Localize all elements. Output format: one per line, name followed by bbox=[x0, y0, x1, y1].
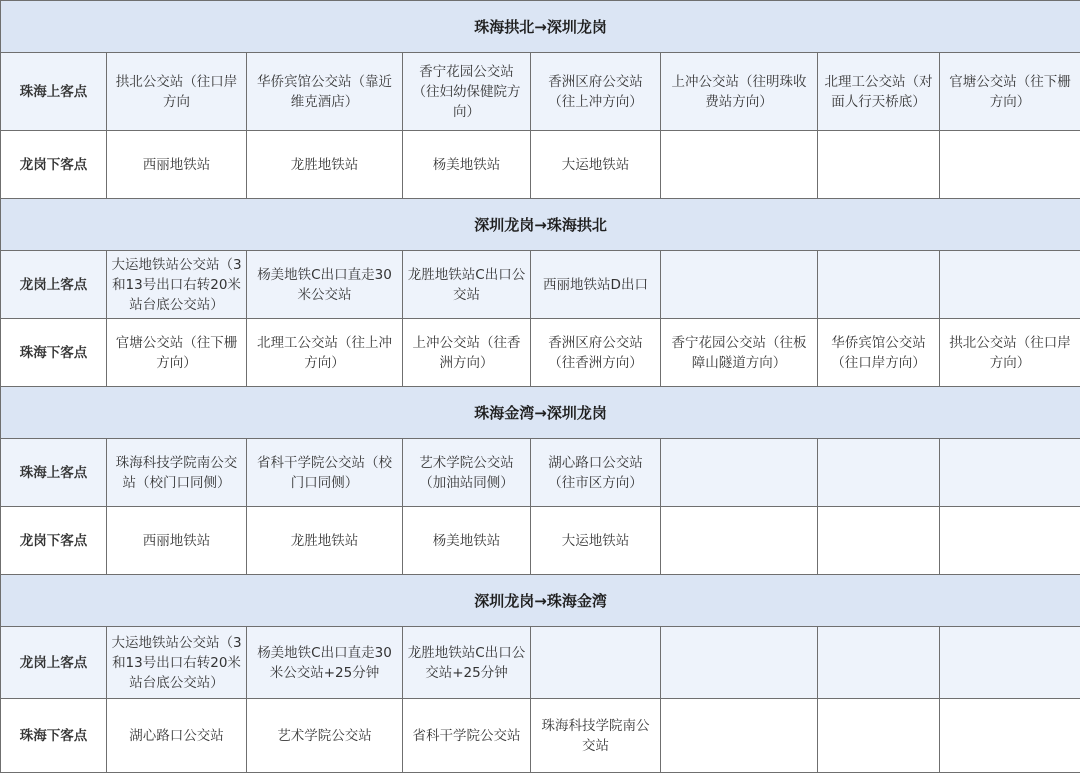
table-row bbox=[1, 251, 1080, 319]
section-title: 深圳龙岗→珠海金湾 bbox=[1, 575, 1080, 627]
table-cell bbox=[661, 699, 818, 773]
section-header-row bbox=[1, 199, 1080, 251]
table-cell: 艺术学院公交站 bbox=[247, 699, 403, 773]
table-cell: 西丽地铁站D出口 bbox=[531, 251, 661, 319]
table-row bbox=[1, 439, 1080, 507]
row-label: 珠海下客点 bbox=[1, 699, 107, 773]
table-cell: 大运地铁站公交站（3 和13号出口右转20米站台底公交站） bbox=[107, 251, 247, 319]
table-cell: 拱北公交站（往口岸方向） bbox=[940, 319, 1080, 387]
table-cell bbox=[661, 131, 818, 199]
row-label: 龙岗上客点 bbox=[1, 627, 107, 699]
table-cell: 华侨宾馆公交站（靠近维克酒店） bbox=[247, 53, 403, 131]
row-label: 龙岗下客点 bbox=[1, 507, 107, 575]
table-cell bbox=[940, 251, 1080, 319]
table-cell bbox=[818, 439, 940, 507]
table-row bbox=[1, 627, 1080, 699]
table-cell: 官塘公交站（往下栅方向） bbox=[940, 53, 1080, 131]
section-title: 深圳龙岗→珠海拱北 bbox=[1, 199, 1080, 251]
table-cell: 湖心路口公交站（往市区方向） bbox=[531, 439, 661, 507]
table-cell bbox=[940, 439, 1080, 507]
table-cell: 杨美地铁C出口直走30米公交站+25分钟 bbox=[247, 627, 403, 699]
table-cell: 珠海科技学院南公交站 bbox=[531, 699, 661, 773]
section-title: 珠海拱北→深圳龙岗 bbox=[1, 1, 1080, 53]
table-cell: 香宁花园公交站（往妇幼保健院方向） bbox=[403, 53, 531, 131]
table-cell: 上冲公交站（往明珠收费站方向） bbox=[661, 53, 818, 131]
table-row bbox=[1, 53, 1080, 131]
table-cell bbox=[661, 627, 818, 699]
table-cell: 龙胜地铁站C出口公交站 bbox=[403, 251, 531, 319]
table-cell bbox=[818, 699, 940, 773]
row-label: 龙岗下客点 bbox=[1, 131, 107, 199]
row-label: 龙岗上客点 bbox=[1, 251, 107, 319]
table-cell: 官塘公交站（往下栅方向） bbox=[107, 319, 247, 387]
row-label: 珠海下客点 bbox=[1, 319, 107, 387]
table-cell bbox=[818, 251, 940, 319]
table-cell bbox=[818, 627, 940, 699]
table-cell: 华侨宾馆公交站（往口岸方向） bbox=[818, 319, 940, 387]
table-cell bbox=[661, 439, 818, 507]
table-cell bbox=[940, 131, 1080, 199]
row-label: 珠海上客点 bbox=[1, 439, 107, 507]
row-label: 珠海上客点 bbox=[1, 53, 107, 131]
table-cell bbox=[940, 507, 1080, 575]
table-cell bbox=[661, 507, 818, 575]
table-cell bbox=[531, 627, 661, 699]
table-row bbox=[1, 699, 1080, 773]
table-cell: 龙胜地铁站 bbox=[247, 507, 403, 575]
table-cell: 西丽地铁站 bbox=[107, 131, 247, 199]
table-cell: 大运地铁站 bbox=[531, 507, 661, 575]
table-cell: 香洲区府公交站（往香洲方向） bbox=[531, 319, 661, 387]
table-cell: 湖心路口公交站 bbox=[107, 699, 247, 773]
table-cell: 珠海科技学院南公交站（校门口同侧） bbox=[107, 439, 247, 507]
table-cell bbox=[661, 251, 818, 319]
section-title: 珠海金湾→深圳龙岗 bbox=[1, 387, 1080, 439]
section-header-row bbox=[1, 575, 1080, 627]
table-row bbox=[1, 319, 1080, 387]
table-cell: 西丽地铁站 bbox=[107, 507, 247, 575]
table-cell: 大运地铁站 bbox=[531, 131, 661, 199]
table-cell: 省科干学院公交站（校门口同侧） bbox=[247, 439, 403, 507]
table-cell: 龙胜地铁站 bbox=[247, 131, 403, 199]
table-cell bbox=[818, 507, 940, 575]
table-cell: 香宁花园公交站（往板障山隧道方向） bbox=[661, 319, 818, 387]
table-cell: 杨美地铁站 bbox=[403, 507, 531, 575]
table-row bbox=[1, 131, 1080, 199]
table-cell bbox=[940, 699, 1080, 773]
table-cell: 北理工公交站（对面人行天桥底） bbox=[818, 53, 940, 131]
table-cell: 大运地铁站公交站（3和13号出口右转20米站台底公交站） bbox=[107, 627, 247, 699]
table-cell: 上冲公交站（往香洲方向） bbox=[403, 319, 531, 387]
section-header-row bbox=[1, 387, 1080, 439]
table-cell bbox=[940, 627, 1080, 699]
table-cell: 杨美地铁站 bbox=[403, 131, 531, 199]
table-cell: 香洲区府公交站（往上冲方向） bbox=[531, 53, 661, 131]
table-cell: 艺术学院公交站（加油站同侧） bbox=[403, 439, 531, 507]
table-cell: 龙胜地铁站C出口公交站+25分钟 bbox=[403, 627, 531, 699]
table-cell: 北理工公交站（往上冲方向） bbox=[247, 319, 403, 387]
section-header-row bbox=[1, 1, 1080, 53]
table-cell bbox=[818, 131, 940, 199]
table-cell: 杨美地铁C出口直走30米公交站 bbox=[247, 251, 403, 319]
table-cell: 拱北公交站（往口岸方向 bbox=[107, 53, 247, 131]
table-cell: 省科干学院公交站 bbox=[403, 699, 531, 773]
table-row bbox=[1, 507, 1080, 575]
